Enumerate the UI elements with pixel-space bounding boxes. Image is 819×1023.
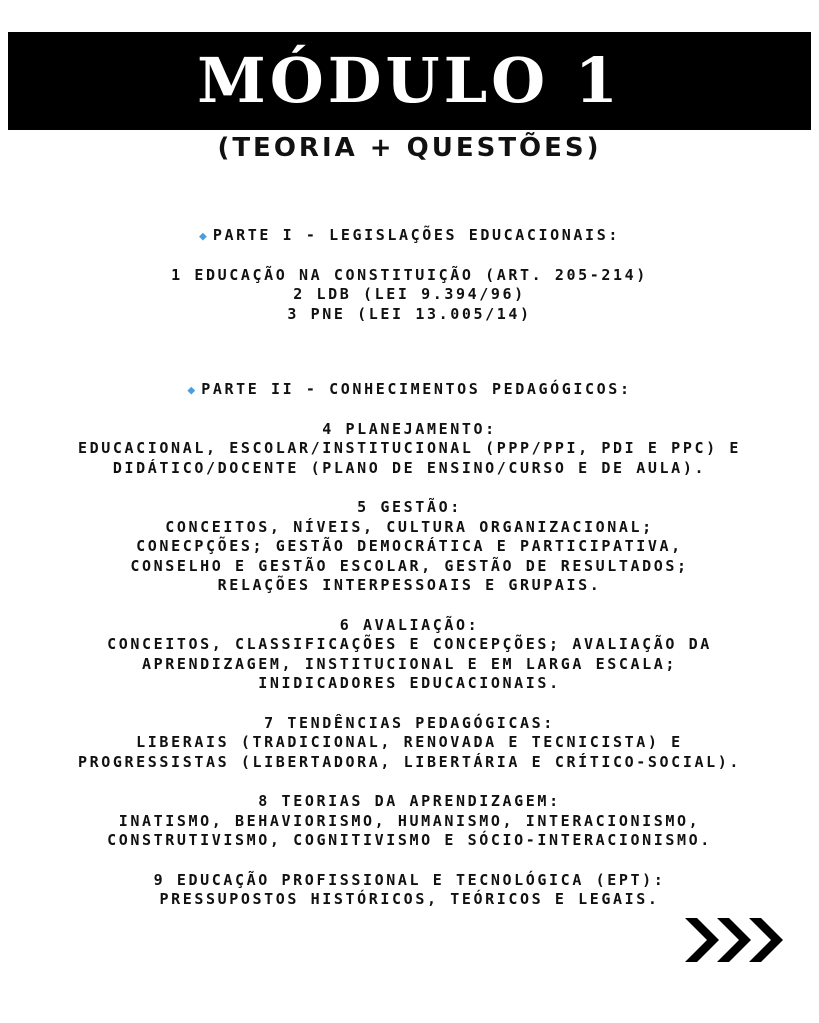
section-line: CONCEITOS, CLASSIFICAÇÕES E CONCEPÇÕES; AVALIAÇÃO DA bbox=[107, 635, 712, 653]
triple-chevron-right-icon[interactable] bbox=[683, 912, 787, 968]
section-line: INIDICADORES EDUCACIONAIS. bbox=[258, 674, 561, 692]
list-item: 3 PNE (LEI 13.005/14) bbox=[287, 304, 532, 323]
page-title: MÓDULO 1 bbox=[197, 44, 622, 117]
section-line: DIDÁTICO/DOCENTE (PLANO DE ENSINO/CURSO E DE AULA). bbox=[112, 458, 707, 477]
part1-heading: PARTE I - LEGISLAÇÕES EDUCACIONAIS: bbox=[212, 226, 620, 244]
diamond-bullet-icon: ◆ bbox=[187, 383, 196, 398]
list-item: 2 LDB (LEI 9.394/96) bbox=[293, 285, 526, 303]
section-title: 6 AVALIAÇÃO: bbox=[339, 615, 480, 634]
section-line: CONECPÇÕES; GESTÃO DEMOCRÁTICA E PARTICIPATIVA, bbox=[136, 537, 683, 555]
section-title: 4 PLANEJAMENTO: bbox=[322, 419, 497, 438]
section-line: LIBERAIS (TRADICIONAL, RENOVADA E TECNICISTA) E bbox=[136, 733, 683, 751]
list-item: 1 EDUCAÇÃO NA CONSTITUIÇÃO (ART. 205-214) bbox=[171, 265, 648, 284]
title-bar bbox=[8, 32, 811, 130]
diamond-bullet-icon: ◆ bbox=[199, 229, 207, 244]
section-line: CONCEITOS, NÍVEIS, CULTURA ORGANIZACIONAL; bbox=[165, 517, 654, 536]
section-title: 7 TENDÊNCIAS PEDAGÓGICAS: bbox=[264, 713, 555, 732]
section-line: APRENDIZAGEM, INSTITUCIONAL E EM LARGA ESCALA; bbox=[141, 654, 677, 673]
section-line: CONSELHO E GESTÃO ESCOLAR, GESTÃO DE RESULTADOS; bbox=[130, 556, 689, 575]
section-line: EDUCACIONAL, ESCOLAR/INSTITUCIONAL (PPP/PPI, PDI E PPC) E bbox=[78, 439, 741, 457]
section-line: RELAÇÕES INTERPESSOAIS E GRUPAIS. bbox=[217, 576, 602, 594]
part2-heading: PARTE II - CONHECIMENTOS PEDAGÓGICOS: bbox=[201, 380, 632, 398]
part2-heading-row bbox=[0, 380, 819, 401]
section-line: PROGRESSISTAS (LIBERTADORA, LIBERTÁRIA E CRÍTICO-SOCIAL). bbox=[78, 752, 741, 771]
section-title: 8 TEORIAS DA APRENDIZAGEM: bbox=[258, 792, 561, 810]
section-line: PRESSUPOSTOS HISTÓRICOS, TEÓRICOS E LEGAIS. bbox=[159, 890, 660, 908]
section-title: 9 EDUCAÇÃO PROFISSIONAL E TECNOLÓGICA (EPT): bbox=[153, 870, 666, 889]
section-line: INATISMO, BEHAVIORISMO, HUMANISMO, INTERACIONISMO, bbox=[118, 811, 701, 830]
section-line: CONSTRUTIVISMO, COGNITIVISMO E SÓCIO-INTERACIONISMO. bbox=[107, 831, 712, 849]
part1-heading-row bbox=[0, 226, 819, 247]
content-body bbox=[0, 226, 819, 910]
page-subtitle: (TEORIA + QUESTÕES) bbox=[217, 133, 602, 163]
section-title: 5 GESTÃO: bbox=[357, 498, 462, 516]
